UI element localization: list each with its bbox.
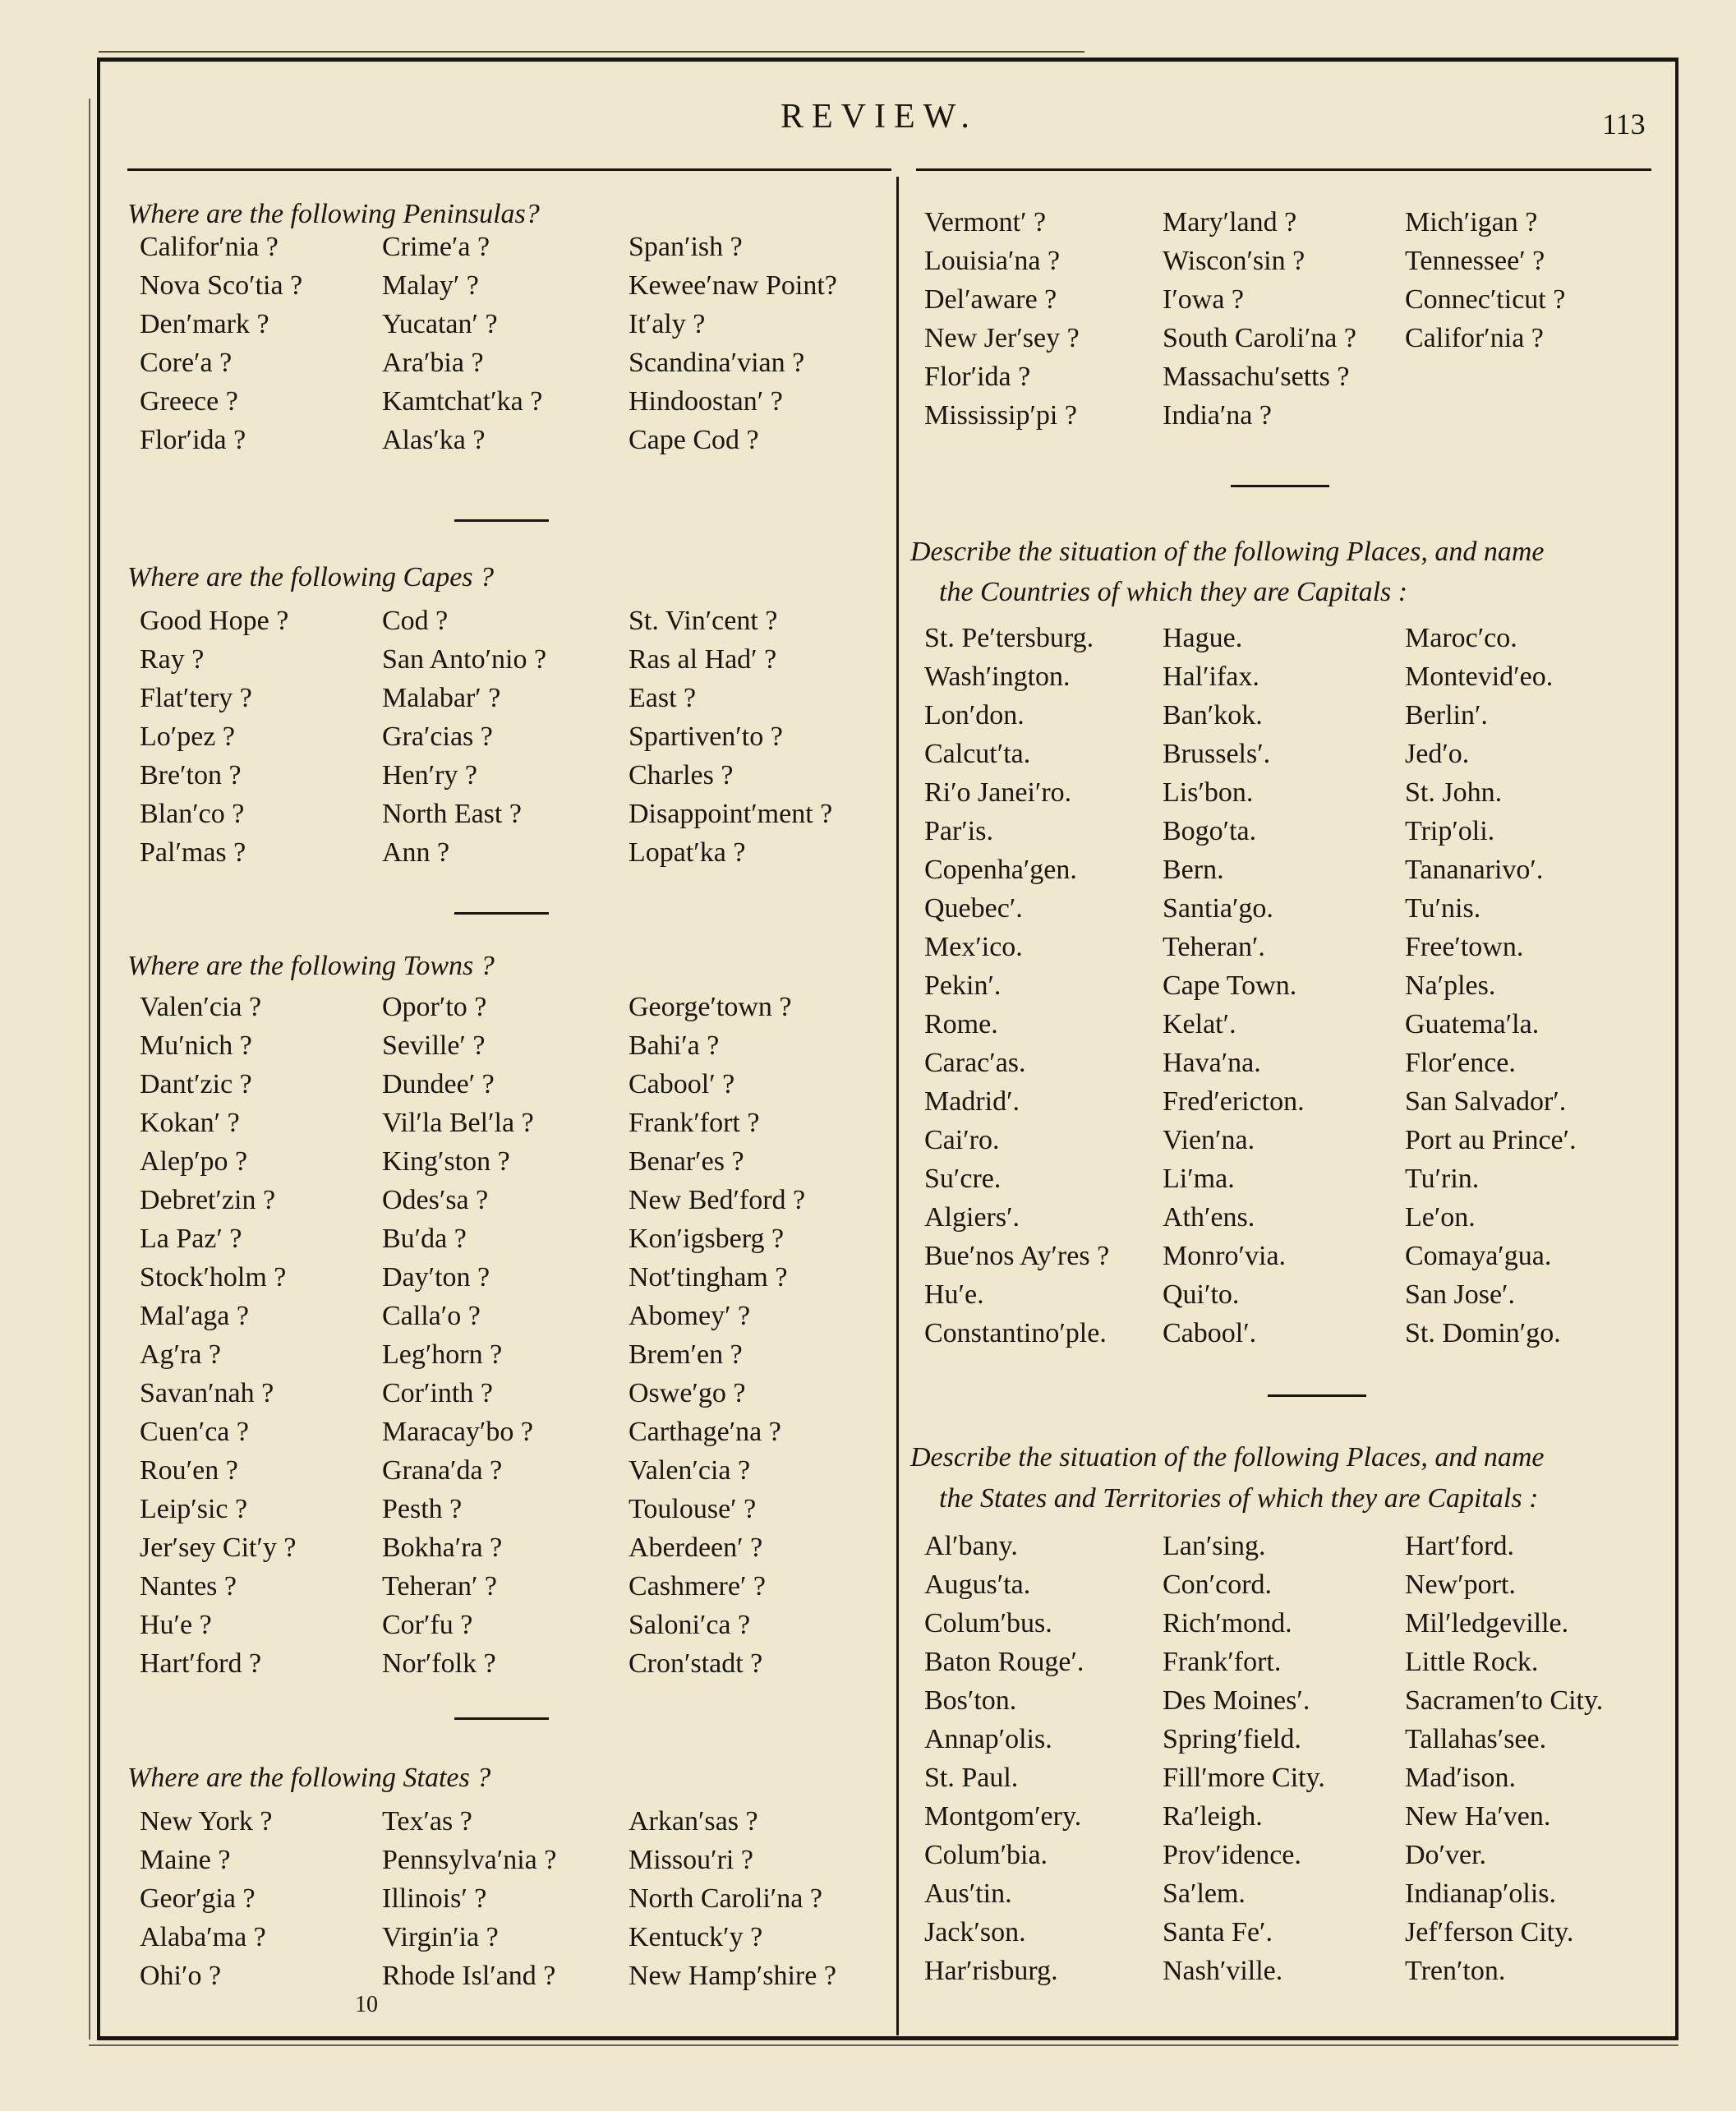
list-item: Illinois′ ? (382, 1883, 487, 1914)
list-item: Calla′o ? (382, 1301, 481, 1331)
list-item: Brem′en ? (629, 1339, 743, 1370)
list-item: Montgom′ery. (924, 1801, 1082, 1832)
list-item: Calcut′ta. (924, 739, 1031, 769)
list-item: Lis′bon. (1163, 777, 1254, 808)
header-rule (916, 168, 1651, 171)
list-item: Day′ton ? (382, 1262, 490, 1293)
list-item: Tu′rin. (1405, 1164, 1480, 1194)
list-item: Vermont′ ? (924, 207, 1047, 237)
list-item: Lopat′ka ? (629, 837, 746, 868)
list-item: Rhode Isl′and ? (382, 1961, 556, 1991)
list-item: Algiers′. (924, 1202, 1020, 1233)
list-item: Montevid′eo. (1405, 661, 1554, 692)
list-item: Ray ? (140, 644, 205, 675)
list-item: Greece ? (140, 386, 238, 417)
list-item: Flor′ida ? (140, 425, 246, 455)
list-item: Maine ? (140, 1845, 231, 1875)
list-item: Copenha′gen. (924, 855, 1077, 885)
list-item: Ag′ra ? (140, 1339, 221, 1370)
list-item: New Bed′ford ? (629, 1185, 806, 1215)
list-item: Bre′ton ? (140, 760, 242, 790)
list-item: Not′tingham ? (629, 1262, 788, 1293)
list-item: Arkan′sas ? (629, 1806, 758, 1837)
frame-rule (89, 99, 90, 2040)
list-item: Annap′olis. (924, 1724, 1052, 1754)
list-item: Wash′ington. (924, 661, 1071, 692)
list-item: Monro′via. (1163, 1241, 1287, 1271)
list-item: Cabool′ ? (629, 1069, 735, 1099)
list-item: Mex′ico. (924, 932, 1023, 962)
column-divider (896, 177, 899, 2035)
section-rule (454, 912, 549, 915)
list-item: Lo′pez ? (140, 721, 235, 752)
list-item: Odes′sa ? (382, 1185, 489, 1215)
list-item: Blan′co ? (140, 799, 245, 829)
frame-rule (97, 58, 100, 2040)
list-item: Kon′igsberg ? (629, 1224, 785, 1254)
list-item: St. Domin′go. (1405, 1318, 1561, 1348)
list-item: Louisia′na ? (924, 246, 1061, 276)
list-item: Spartiven′to ? (629, 721, 783, 752)
list-item: Kentuck′y ? (629, 1922, 763, 1952)
list-item: Mu′nich ? (140, 1030, 252, 1061)
list-item: Prov′idence. (1163, 1840, 1301, 1870)
list-item: Har′risburg. (924, 1956, 1058, 1986)
list-item: Bogo′ta. (1163, 816, 1257, 846)
list-item: Good Hope ? (140, 606, 289, 636)
list-item: Span′ish ? (629, 232, 743, 262)
list-item: Le′on. (1405, 1202, 1476, 1233)
list-item: La Paz′ ? (140, 1224, 242, 1254)
list-item: Flat′tery ? (140, 683, 252, 713)
list-item: Flor′ida ? (924, 362, 1031, 392)
list-item: It′aly ? (629, 309, 706, 339)
list-item: Jef′ferson City. (1405, 1917, 1574, 1947)
list-item: I′owa ? (1163, 284, 1244, 315)
list-item: San Jose′. (1405, 1279, 1515, 1310)
list-item: Opor′to ? (382, 992, 487, 1022)
list-item: Alas′ka ? (382, 425, 486, 455)
frame-rule (1675, 58, 1678, 2040)
list-item: Do′ver. (1405, 1840, 1487, 1870)
frame-rule (97, 58, 1678, 62)
list-item: Ra′leigh. (1163, 1801, 1263, 1832)
list-item: King′ston ? (382, 1146, 510, 1177)
list-item: Oswe′go ? (629, 1378, 746, 1408)
list-item: Alaba′ma ? (140, 1922, 266, 1952)
list-item: Kokan′ ? (140, 1108, 240, 1138)
list-item: Ara′bia ? (382, 348, 484, 378)
list-item: Bu′da ? (382, 1224, 467, 1254)
list-item: Su′cre. (924, 1164, 1002, 1194)
list-item: Santia′go. (1163, 893, 1273, 924)
list-item: Bahi′a ? (629, 1030, 720, 1061)
list-item: Al′bany. (924, 1531, 1018, 1561)
list-item: San Salvador′. (1405, 1086, 1567, 1117)
list-item: Pesth ? (382, 1494, 463, 1524)
section-heading: Describe the situation of the following Places, and name (910, 1442, 1545, 1473)
list-item: Cashmere′ ? (629, 1571, 766, 1602)
list-item: Ri′o Janei′ro. (924, 777, 1072, 808)
list-item: Hu′e ? (140, 1610, 212, 1640)
list-item: Ath′ens. (1163, 1202, 1255, 1233)
list-item: New Jer′sey ? (924, 323, 1080, 353)
list-item: Frank′fort ? (629, 1108, 760, 1138)
list-item: Hava′na. (1163, 1048, 1261, 1078)
list-item: Scandina′vian ? (629, 348, 805, 378)
list-item: Rou′en ? (140, 1455, 238, 1486)
list-item: Tananarivo′. (1405, 855, 1544, 885)
list-item: Abomey′ ? (629, 1301, 751, 1331)
running-head: REVIEW. (781, 98, 978, 136)
list-item: Leip′sic ? (140, 1494, 248, 1524)
list-item: Santa Fe′. (1163, 1917, 1273, 1947)
list-item: Wiscon′sin ? (1163, 246, 1305, 276)
list-item: Vil′la Bel′la ? (382, 1108, 534, 1138)
list-item: Port au Prince′. (1405, 1125, 1577, 1155)
list-item: Colum′bia. (924, 1840, 1048, 1870)
list-item: Charles ? (629, 760, 734, 790)
list-item: Li′ma. (1163, 1164, 1235, 1194)
list-item: Lan′sing. (1163, 1531, 1266, 1561)
list-item: Debret′zin ? (140, 1185, 276, 1215)
list-item: Bue′nos Ay′res ? (924, 1241, 1110, 1271)
section-rule (1231, 485, 1329, 487)
list-item: Bos′ton. (924, 1685, 1017, 1716)
list-item: Gra′cias ? (382, 721, 493, 752)
list-item: Cor′fu ? (382, 1610, 473, 1640)
list-item: Saloni′ca ? (629, 1610, 751, 1640)
list-item: Tallahas′see. (1405, 1724, 1547, 1754)
list-item: Kelat′. (1163, 1009, 1236, 1039)
list-item: Califor′nia ? (1405, 323, 1544, 353)
list-item: Tren′ton. (1405, 1956, 1506, 1986)
list-item: Carac′as. (924, 1048, 1026, 1078)
list-item: Cape Cod ? (629, 425, 759, 455)
list-item: Malay′ ? (382, 270, 479, 301)
list-item: Hal′ifax. (1163, 661, 1259, 692)
page-number: 113 (1602, 108, 1646, 141)
list-item: Mad′ison. (1405, 1763, 1516, 1793)
list-item: Comaya′gua. (1405, 1241, 1552, 1271)
list-item: Ohi′o ? (140, 1961, 222, 1991)
list-item: Yucatan′ ? (382, 309, 498, 339)
list-item: New York ? (140, 1806, 273, 1837)
list-item: Frank′fort. (1163, 1647, 1282, 1677)
list-item: Cor′inth ? (382, 1378, 493, 1408)
list-item: Hart′ford ? (140, 1648, 262, 1679)
list-item: Cuen′ca ? (140, 1417, 249, 1447)
list-item: Pennsylva′nia ? (382, 1845, 557, 1875)
list-item: Core′a ? (140, 348, 233, 378)
list-item: Nova Sco′tia ? (140, 270, 303, 301)
list-item: Dundee′ ? (382, 1069, 495, 1099)
list-item: Bokha′ra ? (382, 1533, 503, 1563)
list-item: Nantes ? (140, 1571, 237, 1602)
section-heading: Where are the following Towns ? (127, 951, 495, 981)
section-heading: the Countries of which they are Capitals : (939, 577, 1408, 607)
list-item: Pal′mas ? (140, 837, 246, 868)
section-rule (1268, 1394, 1366, 1397)
list-item: Madrid′. (924, 1086, 1020, 1117)
list-item: Mary′land ? (1163, 207, 1297, 237)
list-item: Guatema′la. (1405, 1009, 1540, 1039)
list-item: Maracay′bo ? (382, 1417, 533, 1447)
list-item: Free′town. (1405, 932, 1524, 962)
list-item: Del′aware ? (924, 284, 1057, 315)
list-item: Pekin′. (924, 970, 1002, 1001)
list-item: Geor′gia ? (140, 1883, 256, 1914)
section-heading: Where are the following Capes ? (127, 562, 495, 592)
list-item: Maroc′co. (1405, 623, 1517, 653)
list-item: Valen′cia ? (140, 992, 262, 1022)
list-item: Hu′e. (924, 1279, 984, 1310)
list-item: Quebec′. (924, 893, 1023, 924)
list-item: North Caroli′na ? (629, 1883, 822, 1914)
list-item: Na′ples. (1405, 970, 1496, 1001)
list-item: Nash′ville. (1163, 1956, 1283, 1986)
list-item: Alep′po ? (140, 1146, 248, 1177)
list-item: San Anto′nio ? (382, 644, 547, 675)
list-item: Mal′aga ? (140, 1301, 249, 1331)
list-item: Berlin′. (1405, 700, 1488, 731)
list-item: Hart′ford. (1405, 1531, 1514, 1561)
section-rule (454, 519, 549, 522)
list-item: Jer′sey Cit′y ? (140, 1533, 297, 1563)
list-item: Ann ? (382, 837, 450, 868)
list-item: Sa′lem. (1163, 1878, 1246, 1909)
list-item: Seville′ ? (382, 1030, 486, 1061)
list-item: Qui′to. (1163, 1279, 1240, 1310)
list-item: Bern. (1163, 855, 1224, 885)
list-item: Fred′ericton. (1163, 1086, 1305, 1117)
list-item: Savan′nah ? (140, 1378, 274, 1408)
list-item: Cai′ro. (924, 1125, 1000, 1155)
list-item: St. Vin′cent ? (629, 606, 778, 636)
list-item: New Hamp′shire ? (629, 1961, 836, 1991)
list-item: Mississip′pi ? (924, 400, 1077, 431)
list-item: North East ? (382, 799, 522, 829)
list-item: Constantino′ple. (924, 1318, 1107, 1348)
list-item: Ras al Had′ ? (629, 644, 777, 675)
list-item: Stock′holm ? (140, 1262, 287, 1293)
section-heading: the States and Territories of which they are Capitals : (939, 1483, 1539, 1514)
list-item: Baton Rouge′. (924, 1647, 1084, 1677)
list-item: George′town ? (629, 992, 792, 1022)
list-item: Teheran′ ? (382, 1571, 498, 1602)
list-item: Toulouse′ ? (629, 1494, 757, 1524)
list-item: Little Rock. (1405, 1647, 1539, 1677)
list-item: Indianap′olis. (1405, 1878, 1557, 1909)
list-item: Califor′nia ? (140, 232, 279, 262)
list-item: Ban′kok. (1163, 700, 1263, 731)
list-item: Hen′ry ? (382, 760, 477, 790)
list-item: Cabool′. (1163, 1318, 1257, 1348)
list-item: St. Paul. (924, 1763, 1019, 1793)
list-item: Benar′es ? (629, 1146, 744, 1177)
list-item: Tex′as ? (382, 1806, 472, 1837)
list-item: Grana′da ? (382, 1455, 503, 1486)
list-item: Aberdeen′ ? (629, 1533, 763, 1563)
list-item: Colum′bus. (924, 1608, 1052, 1639)
list-item: Tu′nis. (1405, 893, 1481, 924)
list-item: Flor′ence. (1405, 1048, 1516, 1078)
list-item: Rome. (924, 1009, 998, 1039)
list-item: Kamtchat′ka ? (382, 386, 543, 417)
list-item: Kewee′naw Point? (629, 270, 837, 301)
section-heading: Where are the following States ? (127, 1763, 491, 1793)
list-item: Den′mark ? (140, 309, 269, 339)
list-item: Mil′ledgeville. (1405, 1608, 1569, 1639)
list-item: Cape Town. (1163, 970, 1297, 1001)
list-item: Carthage′na ? (629, 1417, 781, 1447)
list-item: Des Moines′. (1163, 1685, 1310, 1716)
list-item: Connec′ticut ? (1405, 284, 1566, 315)
section-rule (454, 1717, 549, 1720)
list-item: Par′is. (924, 816, 993, 846)
list-item: Fill′more City. (1163, 1763, 1325, 1793)
list-item: St. Pe′tersburg. (924, 623, 1094, 653)
list-item: Brussels′. (1163, 739, 1271, 769)
section-heading: Describe the situation of the following Places, and name (910, 537, 1545, 567)
list-item: Cod ? (382, 606, 449, 636)
list-item: Virgin′ia ? (382, 1922, 499, 1952)
list-item: Jack′son. (924, 1917, 1026, 1947)
list-item: Crime′a ? (382, 232, 490, 262)
list-item: Malabar′ ? (382, 683, 501, 713)
list-item: Lon′don. (924, 700, 1025, 731)
frame-rule (89, 2044, 1678, 2046)
list-item: Vien′na. (1163, 1125, 1255, 1155)
frame-rule (97, 2036, 1678, 2040)
list-item: New Ha′ven. (1405, 1801, 1551, 1832)
list-item: Rich′mond. (1163, 1608, 1292, 1639)
list-item: Nor′folk ? (382, 1648, 496, 1679)
list-item: Tennessee′ ? (1405, 246, 1545, 276)
list-item: Mich′igan ? (1405, 207, 1538, 237)
section-heading: Where are the following Peninsulas? (127, 199, 540, 229)
list-item: Valen′cia ? (629, 1455, 751, 1486)
list-item: Sacramen′to City. (1405, 1685, 1604, 1716)
list-item: Massachu′setts ? (1163, 362, 1350, 392)
list-item: Jed′o. (1405, 739, 1470, 769)
list-item: Trip′oli. (1405, 816, 1495, 846)
list-item: Teheran′. (1163, 932, 1265, 962)
frame-rule (99, 51, 1084, 53)
list-item: Con′cord. (1163, 1569, 1273, 1600)
list-item: South Caroli′na ? (1163, 323, 1356, 353)
list-item: Hague. (1163, 623, 1243, 653)
list-item: Cron′stadt ? (629, 1648, 763, 1679)
list-item: New′port. (1405, 1569, 1516, 1600)
list-item: Dant′zic ? (140, 1069, 252, 1099)
list-item: Disappoint′ment ? (629, 799, 833, 829)
list-item: St. John. (1405, 777, 1503, 808)
list-item: East ? (629, 683, 697, 713)
list-item: Aus′tin. (924, 1878, 1012, 1909)
list-item: Missou′ri ? (629, 1845, 753, 1875)
list-item: Hindoostan′ ? (629, 386, 783, 417)
footnote-number: 10 (355, 1992, 378, 2017)
header-rule (127, 168, 891, 171)
list-item: Spring′field. (1163, 1724, 1301, 1754)
list-item: Leg′horn ? (382, 1339, 503, 1370)
list-item: Augus′ta. (924, 1569, 1031, 1600)
list-item: India′na ? (1163, 400, 1272, 431)
